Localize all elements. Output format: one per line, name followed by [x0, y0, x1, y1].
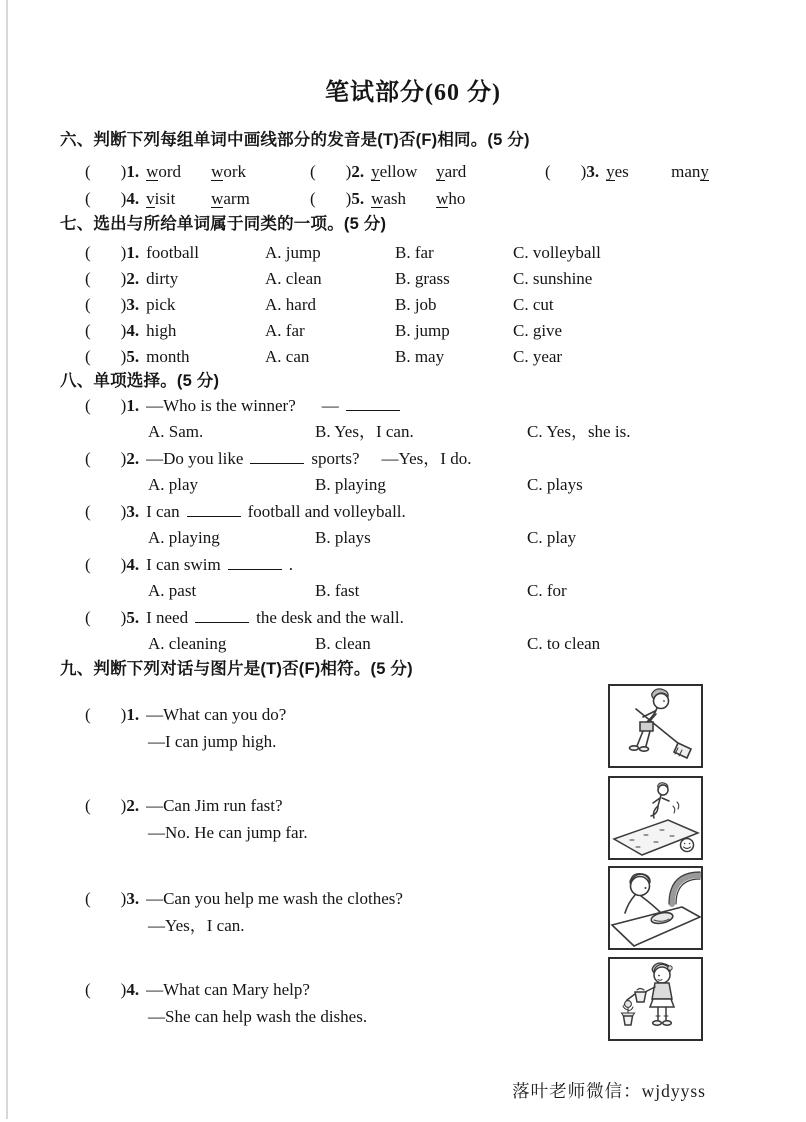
phonics-word: yes	[606, 162, 629, 181]
answer-bracket: ( )	[545, 162, 587, 181]
classify-item-5	[60, 344, 766, 370]
classify-item-4	[60, 318, 766, 344]
option-b: B. job	[395, 295, 437, 314]
option-a: A. jump	[265, 243, 321, 262]
item-number: 2.	[351, 162, 365, 181]
answer-blank	[187, 502, 241, 517]
answer-bracket: ( )	[85, 162, 127, 181]
section-6-body	[60, 158, 766, 212]
section-7-body	[60, 240, 766, 370]
question-line: ( )2. —Do you like sports? —Yes，I do.	[85, 449, 472, 468]
option-c: C. Yes，she is.	[527, 422, 631, 441]
page-title: 笔试部分(60 分)	[325, 80, 501, 106]
choice-item-5	[60, 604, 766, 657]
choice-item-2	[60, 445, 766, 498]
child-long-jump-image	[608, 776, 703, 860]
option-a: A. hard	[265, 295, 316, 314]
footer-watermark: 落叶老师微信：wjdyyss	[512, 1081, 706, 1101]
section-9-heading: 九、判断下列对话与图片是(T)否(F)相符。(5 分)	[60, 660, 413, 678]
phonics-word: visit	[146, 189, 176, 208]
option-b: B. plays	[315, 528, 371, 547]
phonics-word: warm	[211, 189, 250, 208]
question-stem: ( )3. pick	[85, 295, 176, 314]
options-line	[60, 525, 766, 551]
classify-item-2	[60, 266, 766, 292]
dialog-question: ( )4. —What can Mary help?	[85, 980, 310, 999]
phonics-word: wash	[371, 189, 407, 208]
section-8-heading: 八、单项选择。(5 分)	[60, 372, 220, 390]
item-number: 1.	[126, 162, 140, 181]
dialog-answer: —I can jump high.	[148, 732, 277, 751]
answer-bracket: ( )	[310, 189, 352, 208]
option-a: A. can	[265, 347, 310, 366]
options-line	[60, 419, 766, 445]
options-line	[60, 631, 766, 657]
dialog-answer: —No. He can jump far.	[148, 823, 308, 842]
option-b: B. fast	[315, 581, 360, 600]
dialog-question: ( )3. —Can you help me wash the clothes?	[85, 889, 403, 908]
option-b: B. grass	[395, 269, 450, 288]
question-line: ( )4. I can swim .	[85, 555, 293, 574]
option-c: C. cut	[513, 295, 554, 314]
question-line: ( )1. —Who is the winner? —	[60, 392, 766, 419]
option-c: C. give	[513, 321, 563, 340]
answer-blank	[250, 449, 304, 464]
question-stem: ( )2. dirty	[85, 269, 179, 288]
classify-item-3	[60, 292, 766, 318]
answer-bracket: ( )	[310, 162, 352, 181]
phonics-word: work	[211, 162, 247, 181]
item-number: 4.	[126, 189, 140, 208]
option-a: A. past	[148, 581, 197, 600]
option-b: B. far	[395, 243, 434, 262]
option-a: A. far	[265, 321, 305, 340]
phonics-item-2	[310, 158, 545, 185]
phonics-item-3	[545, 158, 709, 185]
phonics-item-5	[310, 185, 465, 212]
dialog-question: ( )1. —What can you do?	[85, 705, 287, 724]
choice-item-3	[60, 498, 766, 551]
choice-item-4	[60, 551, 766, 604]
phonics-item-4	[85, 185, 310, 212]
option-c: C. sunshine	[513, 269, 593, 288]
phonics-word: many	[671, 162, 709, 181]
boy-cleaning-table-image	[608, 866, 703, 950]
answer-blank	[228, 555, 282, 570]
section-8-body	[60, 392, 766, 657]
options-line	[60, 578, 766, 604]
boy-mopping-floor-image	[608, 684, 703, 768]
section-7-heading: 七、选出与所给单词属于同类的一项。(5 分)	[60, 215, 387, 233]
section-6-heading: 六、判断下列每组单词中画线部分的发音是(T)否(F)相同。(5 分)	[60, 131, 530, 149]
option-b: B. playing	[315, 475, 386, 494]
option-b: B. may	[395, 347, 445, 366]
phonics-word: who	[436, 189, 466, 208]
option-c: C. to clean	[527, 634, 601, 653]
option-b: B. jump	[395, 321, 450, 340]
phonics-word: yellow	[371, 162, 418, 181]
answer-blank	[195, 608, 249, 623]
option-a: A. playing	[148, 528, 220, 547]
option-b: B. clean	[315, 634, 371, 653]
options-line	[60, 472, 766, 498]
phonics-row-1	[60, 158, 766, 185]
option-c: C. for	[527, 581, 567, 600]
dialog-answer: —She can help wash the dishes.	[148, 1007, 368, 1026]
answer-blank	[346, 396, 400, 411]
option-c: C. plays	[527, 475, 583, 494]
dialog-answer: —Yes，I can.	[148, 916, 245, 935]
answer-bracket: ( )	[85, 189, 127, 208]
girl-watering-plant-image	[608, 957, 703, 1041]
question-stem: ( )5. month	[85, 347, 190, 366]
option-a: A. clean	[265, 269, 322, 288]
phonics-row-2	[60, 185, 766, 212]
item-number: 5.	[351, 189, 365, 208]
phonics-word: word	[146, 162, 182, 181]
phonics-item-1	[85, 158, 310, 185]
question-line: ( )3. I can football and volleyball.	[85, 502, 406, 521]
choice-item-1	[60, 392, 766, 445]
item-number: 3.	[586, 162, 600, 181]
option-c: C. year	[513, 347, 563, 366]
scan-edge-line	[6, 0, 8, 1119]
classify-item-1	[60, 240, 766, 266]
option-a: A. Sam.	[148, 422, 204, 441]
question-stem: ( )1. football	[85, 243, 199, 262]
option-c: C. volleyball	[513, 243, 601, 262]
option-a: A. cleaning	[148, 634, 227, 653]
phonics-word: yard	[436, 162, 467, 181]
option-a: A. play	[148, 475, 199, 494]
question-line: ( )5. I need the desk and the wall.	[85, 608, 404, 627]
option-b: B. Yes，I can.	[315, 422, 414, 441]
dialog-question: ( )2. —Can Jim run fast?	[85, 796, 283, 815]
option-c: C. play	[527, 528, 577, 547]
question-stem: ( )4. high	[85, 321, 177, 340]
